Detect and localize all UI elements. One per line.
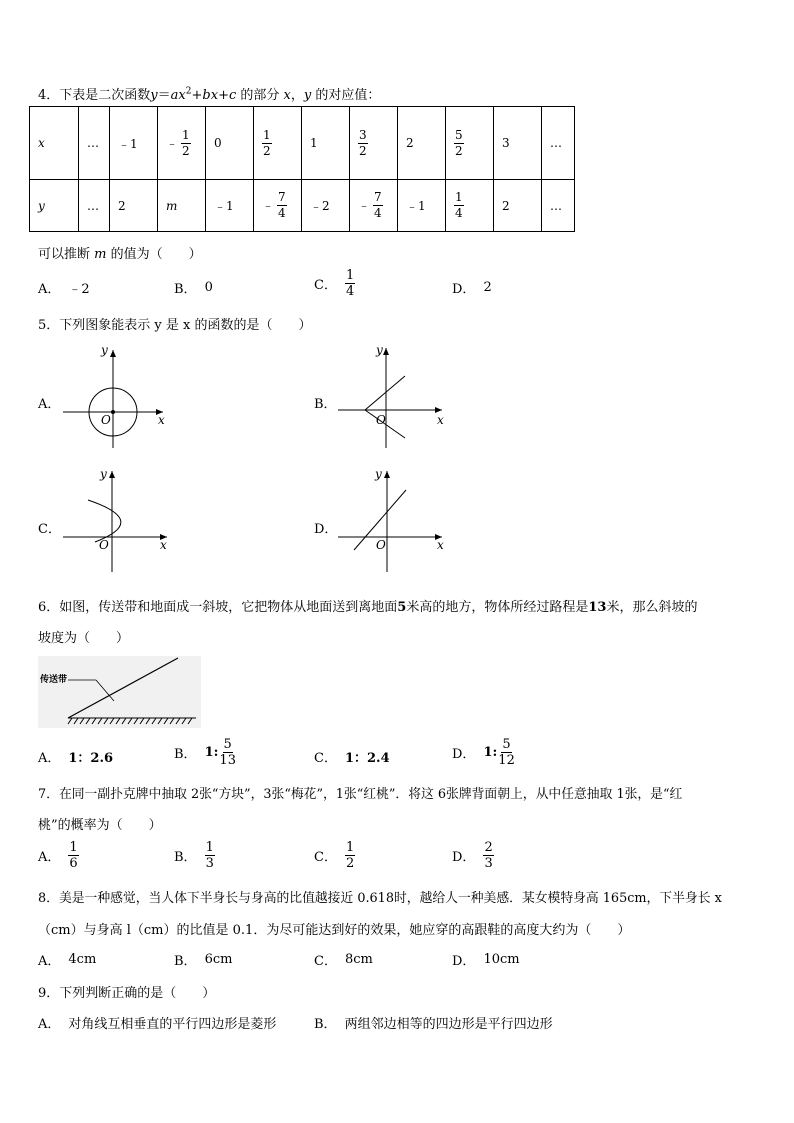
q7-option-d[interactable] bbox=[452, 840, 494, 871]
q4-follow-var: m bbox=[94, 247, 107, 262]
q7-option-b[interactable] bbox=[174, 840, 215, 871]
ground-hatch bbox=[152, 718, 156, 724]
cell-text: 2 bbox=[502, 198, 510, 213]
axis-y-label: y bbox=[100, 467, 107, 481]
cell-text: 2 bbox=[118, 198, 126, 213]
table-cell bbox=[206, 180, 254, 232]
option-label: A． bbox=[38, 751, 61, 766]
q4-follow-prefix: 可以推断 bbox=[38, 247, 91, 262]
q8-option-c[interactable] bbox=[314, 950, 373, 969]
option-label: B． bbox=[174, 282, 197, 297]
fraction-den: 12 bbox=[498, 753, 515, 768]
q4-option-d[interactable] bbox=[452, 278, 492, 297]
q4-stem-suffix: 的对应值： bbox=[315, 88, 381, 103]
q5-option-c-label[interactable]: C． bbox=[38, 522, 61, 537]
cell-text: ﹣2 bbox=[310, 199, 330, 213]
table-cell bbox=[254, 180, 302, 232]
fraction-num: 2 bbox=[484, 840, 493, 855]
q6-value-distance: 13 bbox=[588, 600, 607, 615]
q9-stem: 9．下列判断正确的是（ ） bbox=[38, 986, 216, 1001]
option-ratio-prefix: 1: bbox=[204, 745, 219, 760]
fraction bbox=[483, 840, 493, 871]
origin-label: O bbox=[101, 413, 111, 427]
q6-option-d[interactable] bbox=[452, 737, 516, 768]
q6-text-e: 米，那么斜坡的 bbox=[606, 600, 698, 615]
q6-option-a[interactable] bbox=[38, 747, 113, 766]
cell-text: y bbox=[38, 198, 45, 213]
q4-comma: ， bbox=[290, 88, 304, 103]
option-text: 两组邻边相等的四边形是平行四边形 bbox=[344, 1017, 553, 1032]
option-label: A． bbox=[38, 850, 61, 865]
ground-hatch bbox=[128, 718, 132, 724]
option-label: A． bbox=[38, 954, 61, 969]
table-cell bbox=[542, 180, 575, 232]
cell-text: 2 bbox=[406, 136, 414, 150]
q6-option-b[interactable] bbox=[174, 737, 237, 768]
fraction bbox=[218, 737, 237, 768]
table-cell bbox=[302, 107, 350, 180]
fraction-den: 2 bbox=[345, 856, 355, 871]
q6-text-c: 米高的地方，物体所经过路程是 bbox=[406, 600, 589, 615]
origin-label: O bbox=[99, 538, 109, 552]
fraction-num: 5 bbox=[455, 127, 463, 142]
option-text: ﹣2 bbox=[68, 282, 90, 297]
formula-a: ax bbox=[170, 88, 186, 103]
cell-sign: ﹣ bbox=[262, 198, 275, 212]
fraction-den: 2 bbox=[359, 143, 367, 158]
q9-option-a[interactable] bbox=[38, 1013, 276, 1032]
axis-y-label: y bbox=[101, 343, 108, 357]
ground-hatch bbox=[146, 718, 150, 724]
q4-var-x: x bbox=[283, 88, 291, 103]
q7-option-c[interactable] bbox=[314, 840, 355, 871]
formula-plus-1: + bbox=[191, 88, 203, 103]
ground-hatch bbox=[68, 718, 72, 724]
q4-option-b[interactable] bbox=[174, 278, 213, 297]
ground-hatch bbox=[122, 718, 126, 724]
ground-hatch bbox=[92, 718, 96, 724]
conveyor-diagram bbox=[38, 656, 201, 728]
fraction-num: 1 bbox=[345, 268, 355, 283]
ground-hatch bbox=[104, 718, 108, 724]
q4-stem-prefix: 下表是二次函数 bbox=[59, 88, 151, 103]
fraction-den: 4 bbox=[455, 206, 463, 220]
option-text: 4cm bbox=[68, 952, 97, 967]
q8-line1: 8．美是一种感觉，当人体下半身长与身高的比值越接近 0.618时，越给人一种美感．某女模特身高 165cm，下半身长 x bbox=[38, 891, 722, 906]
q4-option-a[interactable] bbox=[38, 278, 90, 297]
ground-hatch bbox=[176, 718, 180, 724]
fraction-den: 13 bbox=[219, 753, 236, 768]
table-cell bbox=[350, 180, 398, 232]
fraction-den: 6 bbox=[69, 856, 78, 871]
fraction bbox=[454, 128, 464, 159]
values-table bbox=[29, 106, 575, 232]
option-label: B． bbox=[174, 850, 197, 865]
option-text: 10cm bbox=[483, 952, 520, 967]
formula-plus-2: + bbox=[218, 88, 229, 103]
fraction-den: 3 bbox=[484, 856, 493, 871]
ground-hatch bbox=[170, 718, 174, 724]
conveyor-label: 传送带 bbox=[40, 675, 68, 685]
ground-hatch bbox=[116, 718, 120, 724]
table-cell bbox=[350, 107, 398, 180]
option-text: 6cm bbox=[204, 952, 233, 967]
ground-hatch bbox=[98, 718, 102, 724]
formula-b: bx bbox=[202, 88, 219, 103]
fraction bbox=[373, 190, 383, 221]
option-label: D． bbox=[452, 850, 476, 865]
cell-text: 0 bbox=[214, 136, 222, 150]
table-cell bbox=[30, 107, 79, 180]
q5-option-b-label[interactable]: B． bbox=[314, 397, 337, 412]
ground-hatch bbox=[140, 718, 144, 724]
q6-text-a: 6．如图，传送带和地面成一斜坡，它把物体从地面送到离地面 bbox=[38, 600, 398, 615]
cell-text: ﹣1 bbox=[118, 136, 138, 151]
fraction bbox=[181, 128, 191, 159]
table-cell bbox=[302, 180, 350, 232]
fraction bbox=[358, 128, 368, 159]
table-cell bbox=[254, 107, 302, 180]
fraction-den: 2 bbox=[455, 143, 463, 158]
fraction bbox=[262, 128, 272, 159]
fraction bbox=[454, 190, 464, 221]
cell-text: m bbox=[166, 198, 178, 213]
q5-stem: 5．下列图象能表示 y 是 x 的函数的是（ ） bbox=[38, 318, 312, 333]
option-label: A． bbox=[38, 282, 61, 297]
option-text: 2 bbox=[483, 280, 492, 295]
table-row-y bbox=[30, 180, 575, 232]
option-label: C． bbox=[314, 954, 337, 969]
fraction-num: 5 bbox=[223, 737, 232, 752]
origin-label: O bbox=[376, 538, 386, 552]
fraction bbox=[345, 840, 355, 871]
option-ratio-prefix: 1: bbox=[483, 745, 498, 760]
option-label: B． bbox=[314, 1017, 337, 1032]
option-label: C． bbox=[314, 751, 337, 766]
graph-c-parabola[interactable] bbox=[55, 466, 180, 576]
formula-c: c bbox=[228, 88, 237, 103]
q7-option-a[interactable] bbox=[38, 840, 79, 871]
option-label: A． bbox=[38, 1017, 61, 1032]
table-cell bbox=[110, 107, 158, 180]
option-label: D． bbox=[452, 954, 476, 969]
ground-hatch bbox=[134, 718, 138, 724]
table-cell bbox=[79, 107, 110, 180]
option-text: 1：2.4 bbox=[344, 751, 390, 766]
table-cell bbox=[398, 180, 446, 232]
q4-var-y: y bbox=[303, 88, 312, 103]
q8-option-a[interactable] bbox=[38, 950, 96, 969]
cell-text: x bbox=[38, 136, 45, 150]
graph-a-circle[interactable] bbox=[55, 342, 180, 452]
fraction-den: 4 bbox=[278, 206, 286, 220]
fraction-den: 3 bbox=[205, 856, 214, 871]
table-cell bbox=[494, 107, 542, 180]
q6-line2: 坡度为（ ） bbox=[38, 631, 130, 646]
q6-option-c[interactable] bbox=[314, 747, 390, 766]
option-label: B． bbox=[174, 954, 197, 969]
fraction bbox=[68, 840, 78, 871]
table-row-x bbox=[30, 107, 575, 180]
axis-y-label: y bbox=[375, 467, 382, 481]
option-label: B． bbox=[174, 747, 197, 762]
option-label: D． bbox=[452, 747, 476, 762]
ground-hatch bbox=[188, 718, 192, 724]
q4-follow bbox=[38, 243, 202, 262]
q8-line2: （cm）与身高 l（cm）的比值是 0.1．为尽可能达到好的效果，她应穿的高跟鞋的高度大约为（ ） bbox=[38, 923, 631, 938]
option-text: 1：2.6 bbox=[68, 751, 114, 766]
cell-text: 1 bbox=[310, 136, 318, 150]
ground-hatch bbox=[158, 718, 162, 724]
q8-option-b[interactable] bbox=[174, 950, 232, 969]
q9-option-b[interactable] bbox=[314, 1013, 553, 1032]
table-cell bbox=[206, 107, 254, 180]
fraction-den: 4 bbox=[345, 284, 355, 299]
cell-sign: ﹣ bbox=[358, 198, 371, 212]
q4-stem bbox=[38, 84, 380, 103]
fraction-num: 5 bbox=[502, 737, 511, 752]
cell-text: … bbox=[550, 136, 562, 150]
table-cell bbox=[158, 107, 206, 180]
axis-x-label: x bbox=[437, 538, 444, 552]
q8-option-d[interactable] bbox=[452, 950, 520, 969]
table-cell bbox=[446, 107, 494, 180]
formula-eq: ＝ bbox=[157, 88, 171, 103]
ground-hatch bbox=[74, 718, 78, 724]
option-text: 8cm bbox=[344, 952, 373, 967]
cell-text: ﹣1 bbox=[214, 199, 234, 213]
graph-d-line[interactable] bbox=[330, 466, 455, 576]
cell-sign: ﹣ bbox=[166, 135, 179, 150]
ground-hatch bbox=[164, 718, 168, 724]
ground-hatch bbox=[110, 718, 114, 724]
formula-y: y bbox=[150, 88, 158, 103]
axis-x-label: x bbox=[160, 538, 167, 552]
q4-stem-middle: 的部分 bbox=[240, 88, 280, 103]
fraction-num: 1 bbox=[345, 840, 355, 855]
q7-line2: 桃”的概率为（ ） bbox=[38, 818, 162, 833]
option-text: 0 bbox=[204, 280, 213, 295]
option-label: C． bbox=[314, 278, 337, 293]
fraction-num: 1 bbox=[205, 840, 214, 855]
table-cell bbox=[158, 180, 206, 232]
fraction-num: 3 bbox=[359, 127, 367, 142]
table-cell bbox=[30, 180, 79, 232]
fraction bbox=[277, 190, 287, 221]
option-text: 对角线互相垂直的平行四边形是菱形 bbox=[68, 1017, 277, 1032]
q4-number: 4． bbox=[38, 88, 60, 103]
fraction-num: 7 bbox=[278, 190, 286, 204]
fraction bbox=[497, 737, 516, 768]
cell-text: … bbox=[87, 198, 99, 213]
fraction-num: 1 bbox=[69, 840, 78, 855]
q6-line1 bbox=[38, 596, 697, 615]
table-cell bbox=[79, 180, 110, 232]
fraction-num: 1 bbox=[455, 190, 463, 204]
q4-follow-suffix: 的值为（ ） bbox=[110, 247, 202, 262]
ground-hatch bbox=[80, 718, 84, 724]
fraction-den: 2 bbox=[263, 143, 271, 158]
q6-value-height: 5 bbox=[397, 600, 407, 615]
q5-option-a-label[interactable]: A． bbox=[38, 397, 61, 412]
ground-hatch bbox=[182, 718, 186, 724]
cell-text: … bbox=[87, 136, 99, 150]
table-cell bbox=[398, 107, 446, 180]
table-cell bbox=[494, 180, 542, 232]
conveyor-figure bbox=[38, 656, 201, 728]
cell-text: ﹣1 bbox=[406, 199, 426, 213]
fraction bbox=[345, 268, 355, 299]
fraction-num: 7 bbox=[374, 190, 382, 204]
fraction-num: 1 bbox=[263, 127, 271, 142]
formula-square: 2 bbox=[185, 86, 192, 97]
cell-text: … bbox=[550, 198, 562, 213]
q4-option-c[interactable] bbox=[314, 268, 355, 299]
table-cell bbox=[446, 180, 494, 232]
q7-line1: 7．在同一副扑克牌中抽取 2张“方块”，3张“梅花”，1张“红桃”．将这 6张牌背面朝上，从中任意抽取 1张，是“红 bbox=[38, 787, 683, 802]
fraction-num: 1 bbox=[182, 127, 190, 142]
origin-label: O bbox=[376, 413, 386, 427]
axis-y-label: y bbox=[376, 343, 383, 357]
axis-x-label: x bbox=[158, 413, 165, 427]
fraction bbox=[205, 840, 215, 871]
table-cell bbox=[110, 180, 158, 232]
graph-b-v-shape[interactable] bbox=[330, 342, 455, 452]
option-label: C． bbox=[314, 850, 337, 865]
table-cell bbox=[542, 107, 575, 180]
cell-text: 3 bbox=[502, 136, 510, 150]
ground-hatch bbox=[86, 718, 90, 724]
fraction-den: 4 bbox=[374, 206, 382, 220]
fraction-den: 2 bbox=[182, 143, 190, 158]
axis-x-label: x bbox=[437, 413, 444, 427]
option-label: D． bbox=[452, 282, 476, 297]
q5-option-d-label[interactable]: D． bbox=[314, 522, 338, 537]
